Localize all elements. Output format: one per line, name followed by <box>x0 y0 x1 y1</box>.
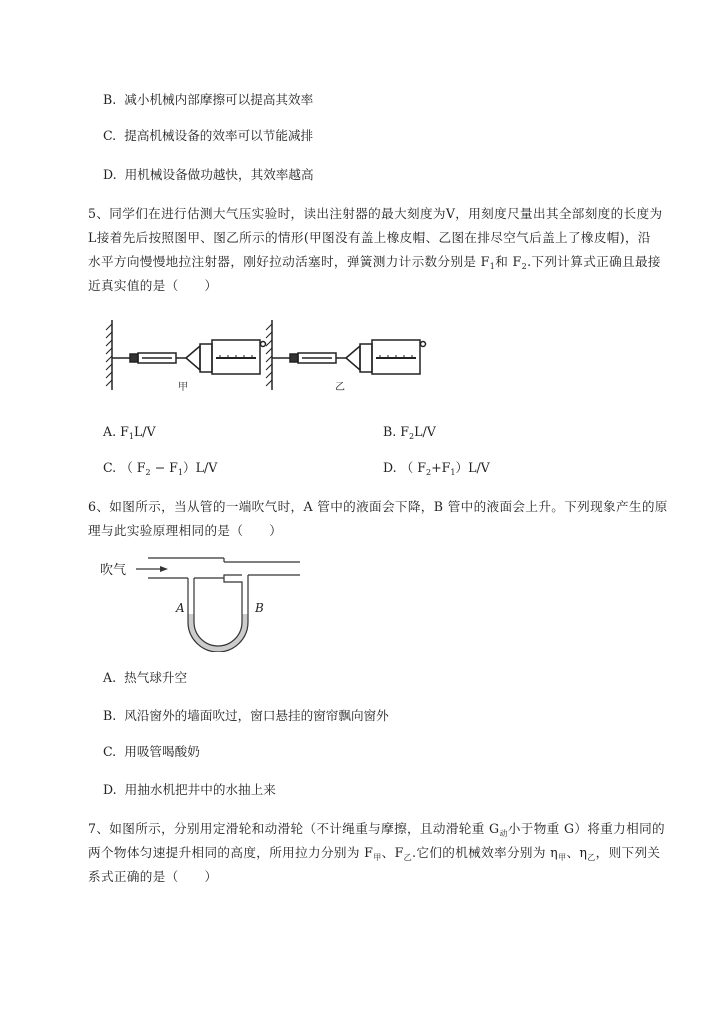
q5-line <box>88 230 651 246</box>
subscript: 2 <box>521 262 528 271</box>
option-label: C. <box>103 128 117 143</box>
q7-line <box>88 845 660 866</box>
option-text: 热气球升空 <box>124 670 188 685</box>
text-segment: 两个物体匀速提升相同的高度，所用拉力分别为 F <box>88 845 374 860</box>
text-segment: .它们的机械效率分别为 η <box>412 845 559 860</box>
text-segment: 和 F <box>495 254 522 269</box>
subscript: 1 <box>177 468 184 477</box>
q5-option-d <box>383 460 490 481</box>
text-segment: 6、如图所示，当从管的一端吹气时，A 管中的液面会下降，B 管中的液面会上升。下列现象产生的原 <box>88 499 668 514</box>
subscript: 2 <box>409 432 415 441</box>
option-text: 用机械设备做功越快，其效率越高 <box>124 167 314 182</box>
q4-option-d <box>103 167 314 183</box>
text-segment: 7、如图所示，分别用定滑轮和动滑轮（不计绳重与摩擦，且动滑轮重 G <box>88 821 500 836</box>
subscript: 乙 <box>587 853 596 862</box>
text-segment: ）L/V <box>455 460 490 475</box>
option-label: B. <box>103 708 117 723</box>
q6-option-d <box>103 782 276 798</box>
q6-line <box>88 499 668 515</box>
q6-line <box>88 523 282 539</box>
option-text: 提高机械设备的效率可以节能减排 <box>124 128 314 143</box>
q5-line <box>88 254 661 275</box>
blow-label: 吹气 <box>100 563 127 578</box>
q6-option-c <box>103 744 200 760</box>
text-segment: B. F <box>383 424 409 439</box>
text-segment: 理与此实验原理相同的是（ ） <box>88 523 283 538</box>
figure-yi <box>266 320 426 390</box>
q6-option-a <box>103 670 187 686</box>
text-segment: 小于物重 G）将重力相同的 <box>507 821 665 836</box>
text-segment: D. （ F <box>383 460 426 475</box>
q4-option-c <box>103 128 313 144</box>
q6-option-b <box>103 708 389 724</box>
subscript: 1 <box>450 468 456 477</box>
option-label: A. <box>103 670 117 685</box>
option-text: 用抽水机把井中的水抽上来 <box>124 782 276 797</box>
text-segment: A. F <box>103 424 129 439</box>
text-segment: 系式正确的是（ ） <box>88 869 218 884</box>
q7-line <box>88 821 665 842</box>
option-label: D. <box>103 167 117 182</box>
option-text: 风沿窗外的墙面吹过，窗口悬挂的窗帘飘向窗外 <box>124 708 389 723</box>
text-segment: 水平方向慢慢地拉注射器，刚好拉动活塞时，弹簧测力计示数分别是 F <box>88 254 490 269</box>
text-segment: L/V <box>414 424 436 439</box>
subscript: 动 <box>499 829 508 838</box>
figure-label-jia: 甲 <box>178 382 188 393</box>
subscript: 1 <box>489 262 496 271</box>
subscript: 乙 <box>403 853 413 862</box>
subscript: 2 <box>145 468 151 477</box>
u-tube-figure <box>98 552 308 652</box>
q5-option-c <box>103 460 217 481</box>
text-segment: +F <box>431 460 451 475</box>
text-segment: 近真实值的是（ ） <box>88 278 218 293</box>
q7-line <box>88 869 217 885</box>
text-segment: 、F <box>381 845 404 860</box>
option-label: B. <box>103 92 117 107</box>
option-text: 用吸管喝酸奶 <box>124 744 200 759</box>
q5-line <box>88 278 217 294</box>
text-segment: C. （ F <box>103 460 146 475</box>
text-segment: L/V <box>133 424 156 439</box>
option-label: C. <box>103 744 117 759</box>
option-text: 减小机械内部摩擦可以提高其效率 <box>124 92 314 107</box>
text-segment: ）L/V <box>183 460 218 475</box>
text-segment: .下列计算式正确且最接 <box>527 254 661 269</box>
q4-option-b <box>103 92 313 108</box>
q5-option-b <box>383 424 436 445</box>
tube-a-label: A <box>176 601 185 615</box>
figure-jia <box>106 320 266 390</box>
q5-line <box>88 206 662 222</box>
text-segment: 、η <box>566 845 588 860</box>
text-segment: 5、同学们在进行估测大气压实验时，读出注射器的最大刻度为V，用刻度尺量出其全部刻度的长度为 <box>88 206 663 221</box>
subscript: 甲 <box>373 853 382 862</box>
option-label: D. <box>103 782 117 797</box>
q5-option-a <box>103 424 156 445</box>
figure-label-yi: 乙 <box>335 382 345 393</box>
text-segment: ，则下列关 <box>595 845 661 860</box>
subscript: 甲 <box>558 853 567 862</box>
subscript: 1 <box>128 432 134 441</box>
text-segment: L接着先后按照图甲、图乙所示的情形(甲图没有盖上橡皮帽、乙图在排尽空气后盖上了橡皮帽)，沿 <box>88 230 651 245</box>
text-segment: − F <box>150 460 178 475</box>
tube-b-label: B <box>255 601 264 615</box>
syringe-figure <box>100 314 430 400</box>
subscript: 2 <box>426 468 432 477</box>
